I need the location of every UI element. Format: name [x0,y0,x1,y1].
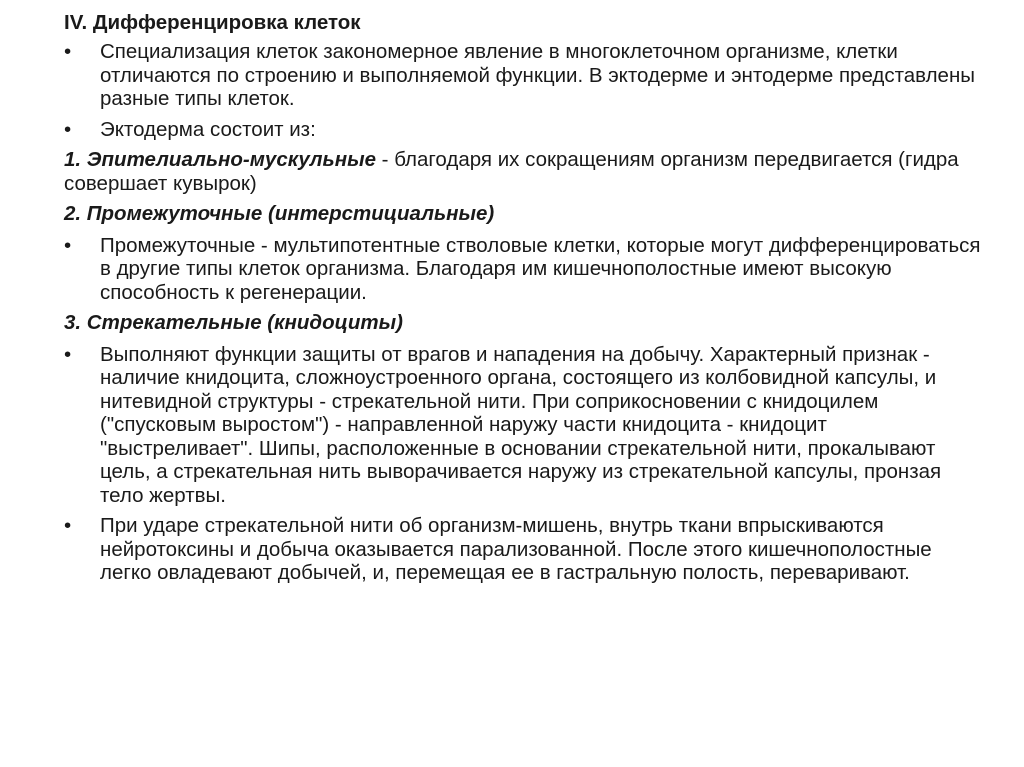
bullet-text: Выполняют функции защиты от врагов и нападения на добычу. Характерный признак - наличие книдоцита, сложноустроенного органа, состоящего из колбовидной капсулы, и нитевидной структуры - стрекательной нити. При соприкосновении с книдоцилем ("спусковым выростом") - направленной наружу части книдоцита - книдоцит "выстреливает". Шипы, расположенные в основании стрекательной нити, прокалывают цель, а стрекательная нить выворачивается наружу из стрекательной капсулы, пронзая тело жертвы. [100,342,942,507]
bullet-icon: • [64,117,72,141]
bullet-cnidocyte-function [64,343,984,508]
bullet-icon: • [64,233,72,257]
item-label: 1. Эпителиально-мускульные [64,148,376,171]
slide-title: IV. Дифференцировка клеток [64,11,361,34]
bullet-ectoderm [64,118,984,142]
bullet-icon: • [64,514,72,537]
bullet-text: При ударе стрекательной нити об организм-мишень, внутрь ткани впрыскиваются нейротоксины и добыча оказывается парализованной. После этого кишечнополостные легко овладевают добычей, и, перемещая ее в гастральную полость, переваривают. [100,514,932,584]
bullet-icon: • [64,40,72,63]
bullet-text: Промежуточные - мультипотентные стволовые клетки, которые могут дифференцироваться в другие типы клеток организма. Благодаря им кишечнополостные имеют высокую способность к регенерации. [100,233,981,304]
bullet-text: Специализация клеток закономерное явление в многоклеточном организме, клетки отличаются по строению и выполняемой функции. В эктодерме и энтодерме представлены разные типы клеток. [100,40,976,110]
bullet-neurotoxins [64,514,984,585]
item-interstitial-label: 2. Промежуточные (интерстициальные) [64,202,495,225]
slide-content [64,10,984,592]
item-cnidocytes-label: 3. Стрекательные (книдоциты) [64,311,403,334]
item-epithelial-muscle [64,148,984,195]
bullet-interstitial [64,234,984,305]
item-text: - благодаря их сокращениям организм передвигается (гидра совершает кувырок) [64,148,959,195]
bullet-specialization [64,40,984,111]
bullet-text: Эктодерма состоит из: [100,117,316,141]
bullet-icon: • [64,342,72,366]
